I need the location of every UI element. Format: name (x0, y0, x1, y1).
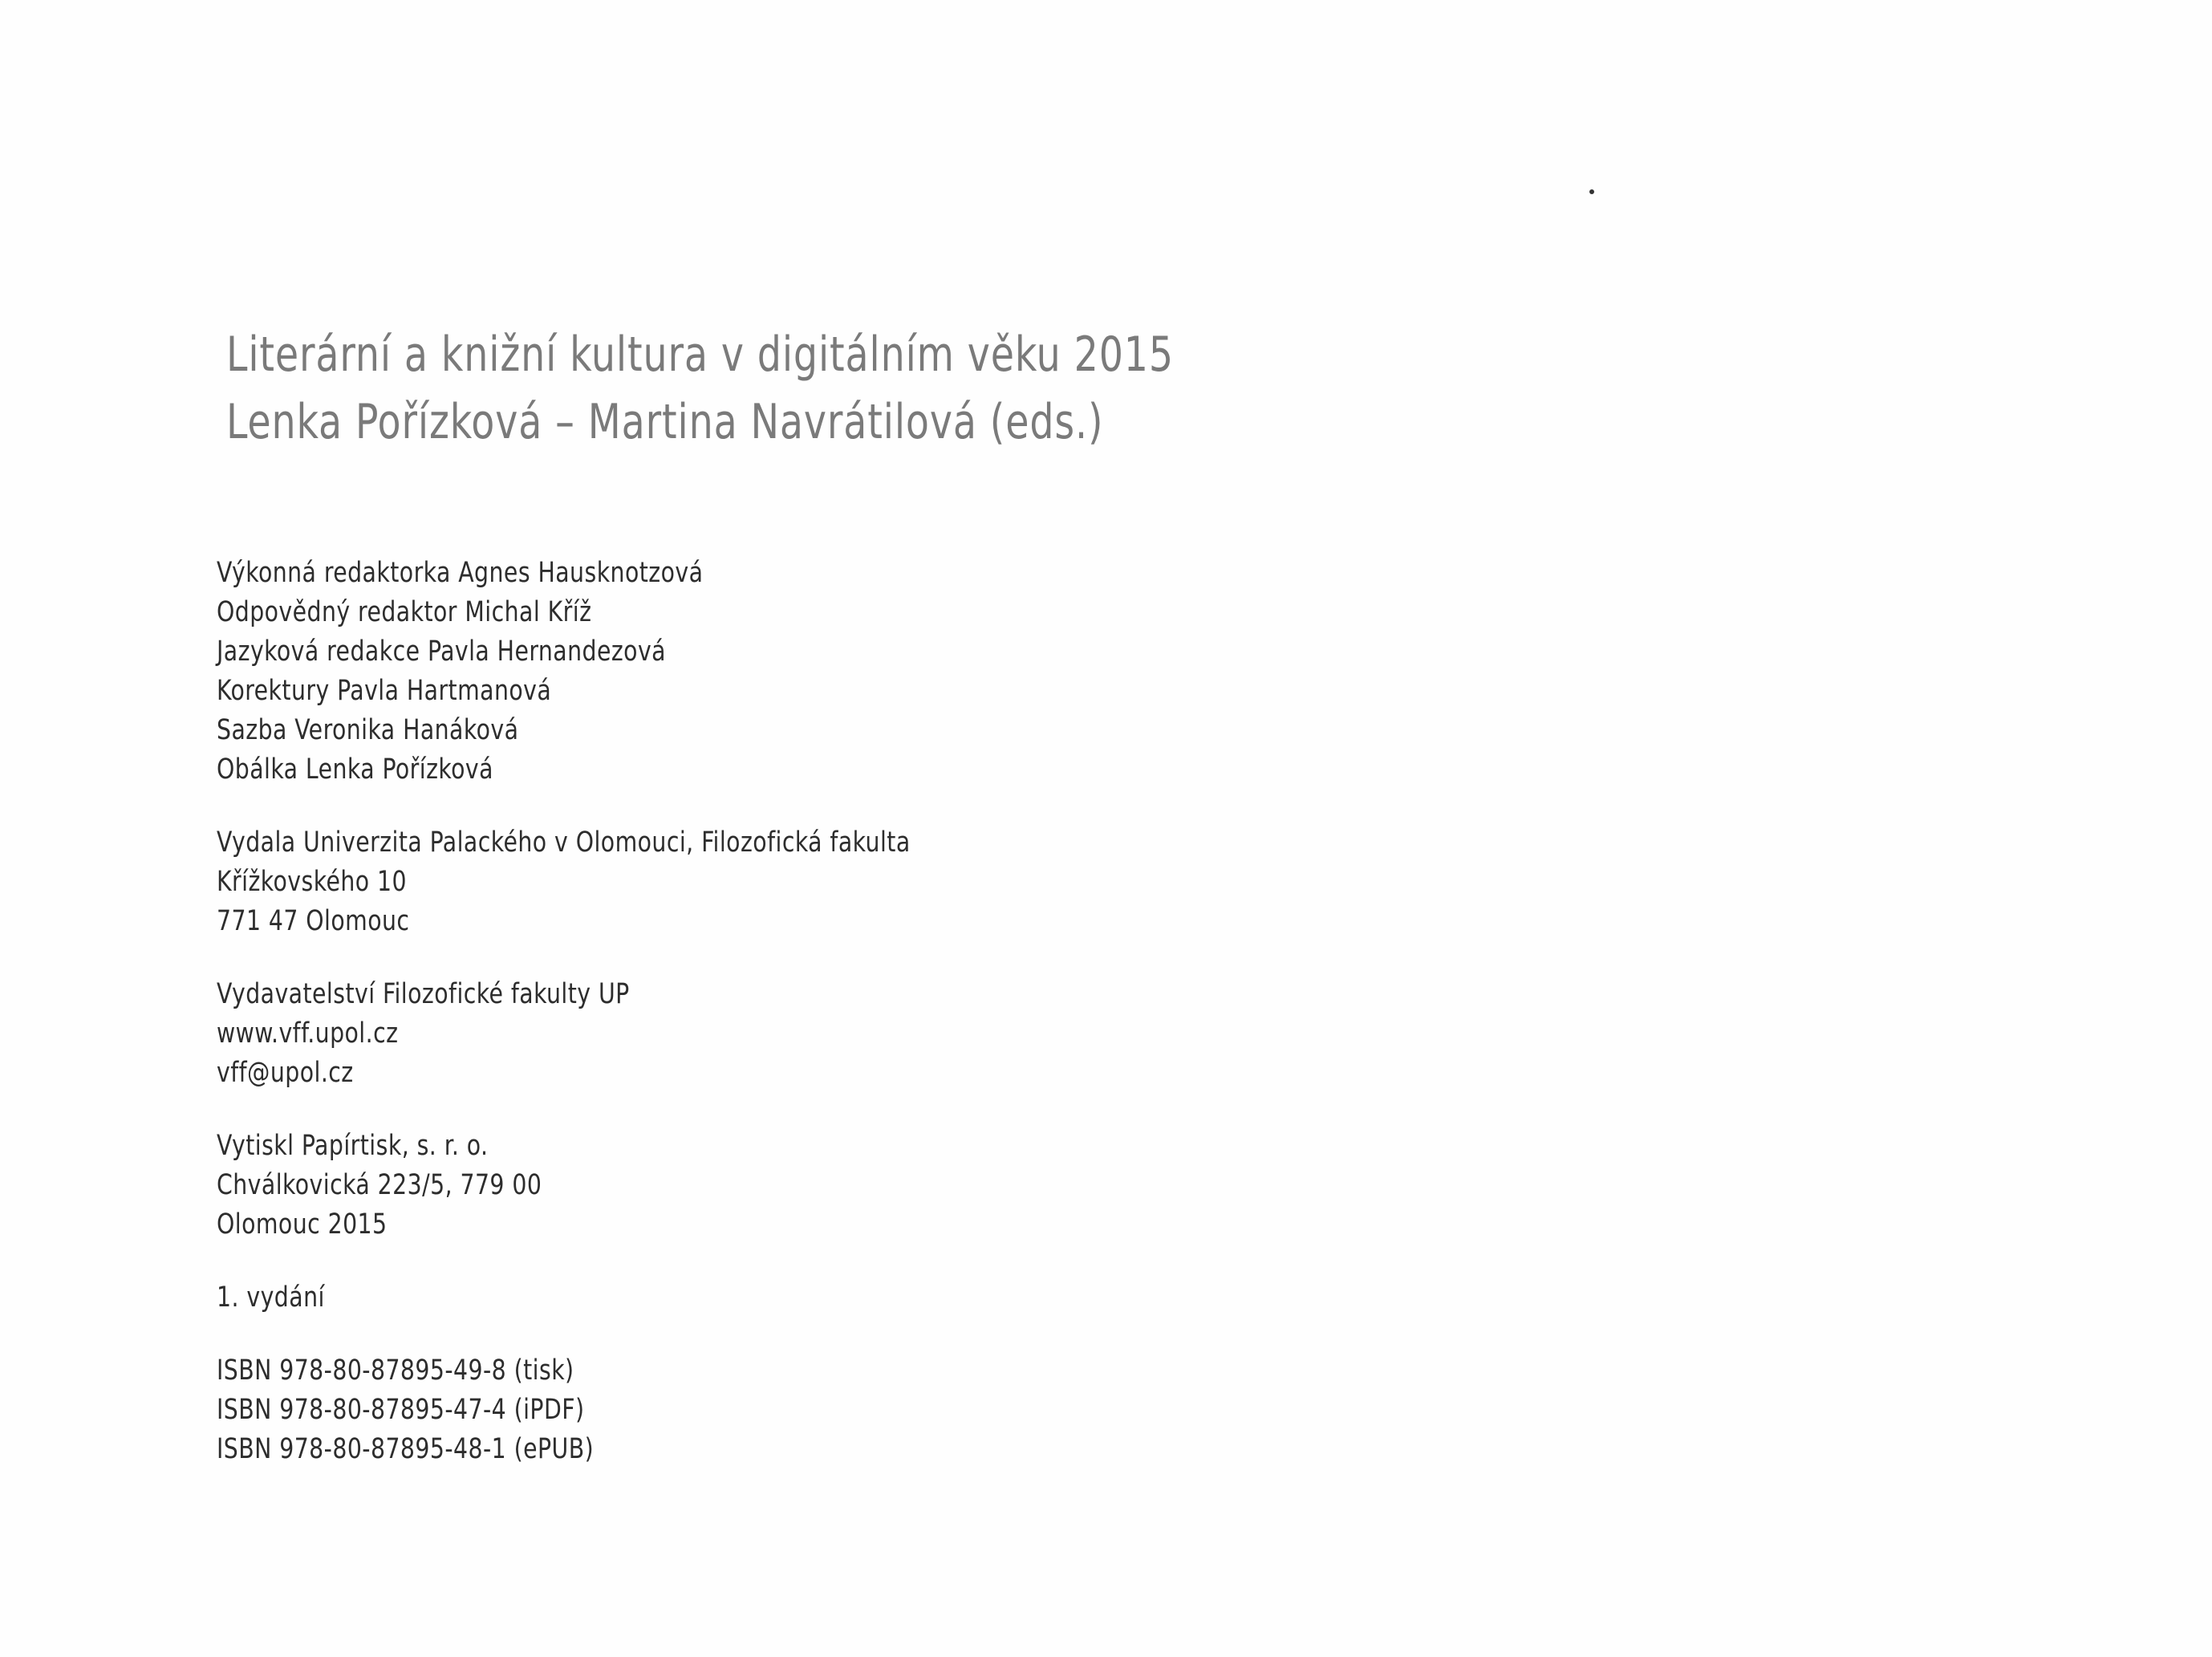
credit-line: Odpovědný redaktor Michal Kříž (217, 596, 592, 628)
credit-line: Výkonná redaktorka Agnes Hausknotzová (217, 557, 704, 589)
credits-group (217, 554, 1340, 790)
scan-speck (1589, 189, 1594, 194)
publisher-group (217, 823, 1340, 941)
book-editors: Lenka Pořízková – Martina Navrátilová (eds.) (226, 394, 1104, 450)
isbn-group (217, 1351, 1340, 1469)
credit-line: Korektury Pavla Hartmanová (217, 675, 552, 707)
publishing-house-url: www.vff.upol.cz (217, 1017, 399, 1050)
isbn-line: ISBN 978-80-87895-47-4 (iPDF) (217, 1394, 585, 1426)
edition-line: 1. vydání (217, 1281, 325, 1314)
printer-group (217, 1127, 1340, 1245)
edition-group (217, 1278, 1340, 1318)
publishing-house-email: vff@upol.cz (217, 1057, 354, 1089)
credit-line: Obálka Lenka Pořízková (217, 753, 493, 786)
publisher-line: 771 47 Olomouc (217, 905, 410, 937)
publisher-line: Vydala Univerzita Palackého v Olomouci, Filozofická fakulta (217, 826, 911, 859)
printer-line: Olomouc 2015 (217, 1208, 388, 1241)
book-title-block (226, 321, 1510, 456)
credit-line: Jazyková redakce Pavla Hernandezová (217, 636, 667, 668)
credit-line: Sazba Veronika Hanáková (217, 714, 519, 746)
printer-line: Chválkovická 223/5, 779 00 (217, 1169, 542, 1201)
colophon (217, 554, 1340, 1503)
book-title: Literární a knižní kultura v digitálním věku 2015 (226, 327, 1174, 383)
publishing-house-group (217, 975, 1340, 1093)
publisher-line: Křížkovského 10 (217, 866, 407, 898)
printer-line: Vytiskl Papírtisk, s. r. o. (217, 1130, 489, 1162)
isbn-line: ISBN 978-80-87895-49-8 (tisk) (217, 1354, 574, 1387)
isbn-line: ISBN 978-80-87895-48-1 (ePUB) (217, 1433, 595, 1465)
publishing-house-line: Vydavatelství Filozofické fakulty UP (217, 978, 630, 1010)
